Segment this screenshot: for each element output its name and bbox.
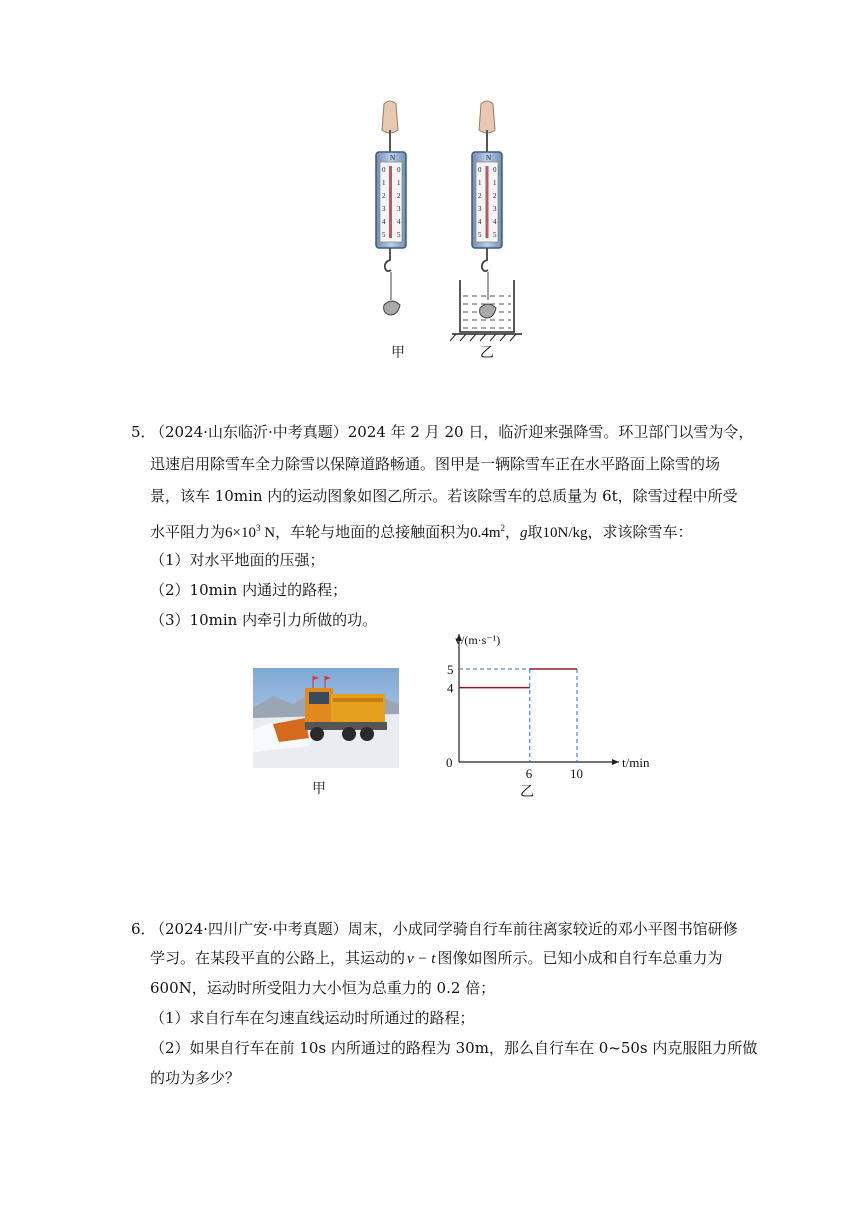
- scale-tick-label: 5: [478, 231, 482, 239]
- vt-chart-svg: [435, 626, 650, 798]
- question-5-line-2: 迅速启用除雪车全力除雪以保障道路畅通。图甲是一辆除雪车正在水平路面上除雪的场: [150, 455, 721, 473]
- scale-tick-label: 2: [397, 192, 401, 200]
- scale-tick-label: 1: [493, 179, 497, 187]
- question-6-line-1: （2024·四川广安·中考真题）周末，小成同学骑自行车前往离家较近的邓小平图书馆研修: [150, 920, 738, 938]
- scale-tick-label: 3: [478, 205, 482, 213]
- scale-tick-label: 0: [493, 166, 497, 174]
- q5-text-area: ，车轮与地面的总接触面积为: [275, 523, 471, 541]
- q5-text-resistance: 水平阻力为: [150, 523, 226, 541]
- velocity-time-chart: [435, 626, 650, 798]
- question-5-sub-3: （3）10min 内牵引力所做的功。: [150, 611, 378, 629]
- q5-area-value: $0.4m^2$: [470, 523, 506, 541]
- question-5-sub-2: （2）10min 内通过的路程；: [150, 581, 348, 599]
- scale-tick-label: 5: [493, 231, 497, 239]
- scale-tick-label: 1: [382, 179, 386, 187]
- q5-g-symbol: g: [520, 525, 528, 541]
- question-6-line-3: 600N，运动时所受阻力大小恒为总重力的 0.2 倍；: [150, 979, 496, 997]
- question-6-line-2: 学习。在某段平直的公路上，其运动的 v − t 图像如图所示。已知小成和自行车总重力为: [150, 949, 723, 967]
- figure-caption-right: 乙: [480, 345, 494, 361]
- question-5-sub-1: （1）对水平地面的压强；: [150, 551, 325, 569]
- scale-unit-label: N: [390, 154, 396, 162]
- x-axis-label: t/min: [622, 755, 650, 770]
- scale-tick-label: 2: [478, 192, 482, 200]
- y-tick-label: 4: [447, 680, 454, 696]
- x-tick-label: 6: [525, 766, 533, 781]
- question-5-line-1: （2024·山东临沂·中考真题）2024 年 2 月 20 日，临沂迎来强降雪。环卫部门以雪为令，: [150, 423, 754, 441]
- question-5-line-4: 水平阻力为$6\times 10^3$ N，车轮与地面的总接触面积为$0.4m^2$，g取10N/kg，求该除雪车：: [150, 523, 693, 541]
- spring-scale-left: [376, 101, 406, 315]
- y-tick-label: 5: [447, 662, 454, 677]
- scale-tick-label: 5: [382, 231, 386, 239]
- scale-tick-label: 0: [397, 166, 401, 174]
- snowplow-image: [253, 668, 399, 768]
- scale-tick-label: 4: [382, 218, 386, 226]
- spring-scale-right: [450, 101, 522, 341]
- scale-tick-label: 2: [382, 192, 386, 200]
- scale-unit-label: N: [486, 154, 492, 162]
- x-tick-label: 10: [570, 766, 583, 781]
- scale-tick-label: 4: [493, 218, 497, 226]
- scale-tick-label: 1: [397, 179, 401, 187]
- scale-tick-label: 2: [493, 192, 497, 200]
- question-6-number: 6．: [131, 920, 156, 938]
- scale-tick-label: 4: [397, 218, 401, 226]
- y-axis-label: v/(m·s⁻¹): [455, 633, 501, 647]
- spring-scale-figure: [360, 100, 530, 360]
- question-6-sub-2-cont: 的功为多少？: [150, 1069, 241, 1087]
- question-5-line-3: 景，该车 10min 内的运动图象如图乙所示。若该除雪车的总质量为 6t，除雪过程中所受: [150, 487, 738, 505]
- scale-tick-label: 3: [382, 205, 386, 213]
- scale-tick-label: 4: [478, 218, 482, 226]
- question-6-sub-1: （1）求自行车在匀速直线运动时所通过的路程；: [150, 1009, 475, 1027]
- chart-caption: 乙: [520, 784, 534, 800]
- q5-g-value: 10N/kg: [542, 525, 588, 541]
- scale-tick-label: 3: [493, 205, 497, 213]
- scale-tick-label: 3: [397, 205, 401, 213]
- figure-caption-left: 甲: [391, 345, 405, 361]
- q6-vt-symbol: v − t: [407, 951, 436, 967]
- question-6-sub-2: （2）如果自行车在前 10s 内所通过的路程为 30m，那么自行车在 0~50s 内克服阻力所做: [150, 1039, 758, 1057]
- photo-caption: 甲: [312, 781, 326, 797]
- origin-label: 0: [446, 755, 453, 770]
- spring-scale-illustration: [360, 100, 530, 360]
- scale-tick-label: 0: [382, 166, 386, 174]
- x-axis-arrow: [612, 759, 619, 765]
- snowplow-photo: [253, 668, 399, 768]
- scale-tick-label: 5: [397, 231, 401, 239]
- scale-tick-label: 0: [478, 166, 482, 174]
- scale-tick-label: 1: [478, 179, 482, 187]
- question-5-number: 5．: [131, 423, 156, 441]
- q5-force-value: $6\times 10^3$ N: [225, 523, 276, 541]
